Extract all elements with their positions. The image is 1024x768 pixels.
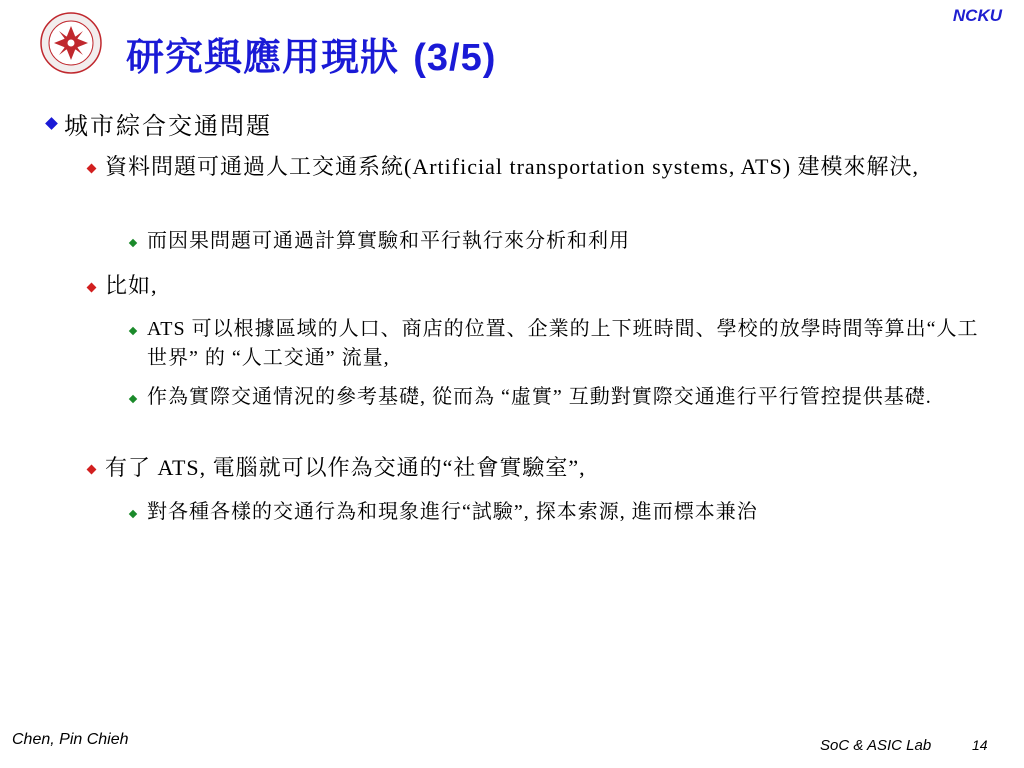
outline-level3-item: 作為實際交通情況的參考基礎, 從而為 “虛實” 互動對實際交通進行平行管控提供基礎.	[147, 386, 932, 408]
page-title	[126, 26, 496, 81]
blue-diamond-bullet	[45, 117, 58, 130]
red-diamond-bullet	[87, 164, 97, 174]
outline-level2-item: 有了 ATS, 電腦就可以作為交通的“社會實驗室”,	[105, 455, 586, 480]
outline-level1-item: 城市綜合交通問題	[64, 114, 272, 140]
green-diamond-bullet	[129, 395, 137, 403]
page-number: 14	[972, 737, 988, 753]
outline-level2-item: 比如,	[105, 273, 158, 298]
footer-lab: SoC & ASIC Lab	[820, 737, 932, 754]
footer-author: Chen, Pin Chieh	[12, 731, 129, 748]
outline-level3-item: 而因果問題可通過計算實驗和平行執行來分析和利用	[147, 230, 630, 252]
corner-tag: NCKU	[952, 6, 1002, 25]
page-title-text: 研究與應用現狀	[126, 34, 414, 79]
red-diamond-bullet	[87, 465, 97, 475]
green-diamond-bullet	[129, 327, 137, 335]
outline-level3-item: ATS 可以根據區域的人口、商店的位置、企業的上下班時間、學校的放學時間等算出“人工世界” 的 “人工交通” 流量,	[147, 318, 979, 369]
outline-level3-item: 對各種各樣的交通行為和現象進行“試驗”, 探本索源, 進而標本兼治	[147, 501, 758, 523]
page-title-number: (3/5)	[413, 37, 497, 79]
outline-level2-item: 資料問題可通過人工交通系統(Artificial transportation systems, ATS) 建模來解決,	[105, 154, 920, 179]
red-diamond-bullet	[87, 283, 97, 293]
green-diamond-bullet	[129, 510, 137, 518]
university-seal-icon	[40, 12, 102, 74]
green-diamond-bullet	[129, 239, 137, 247]
